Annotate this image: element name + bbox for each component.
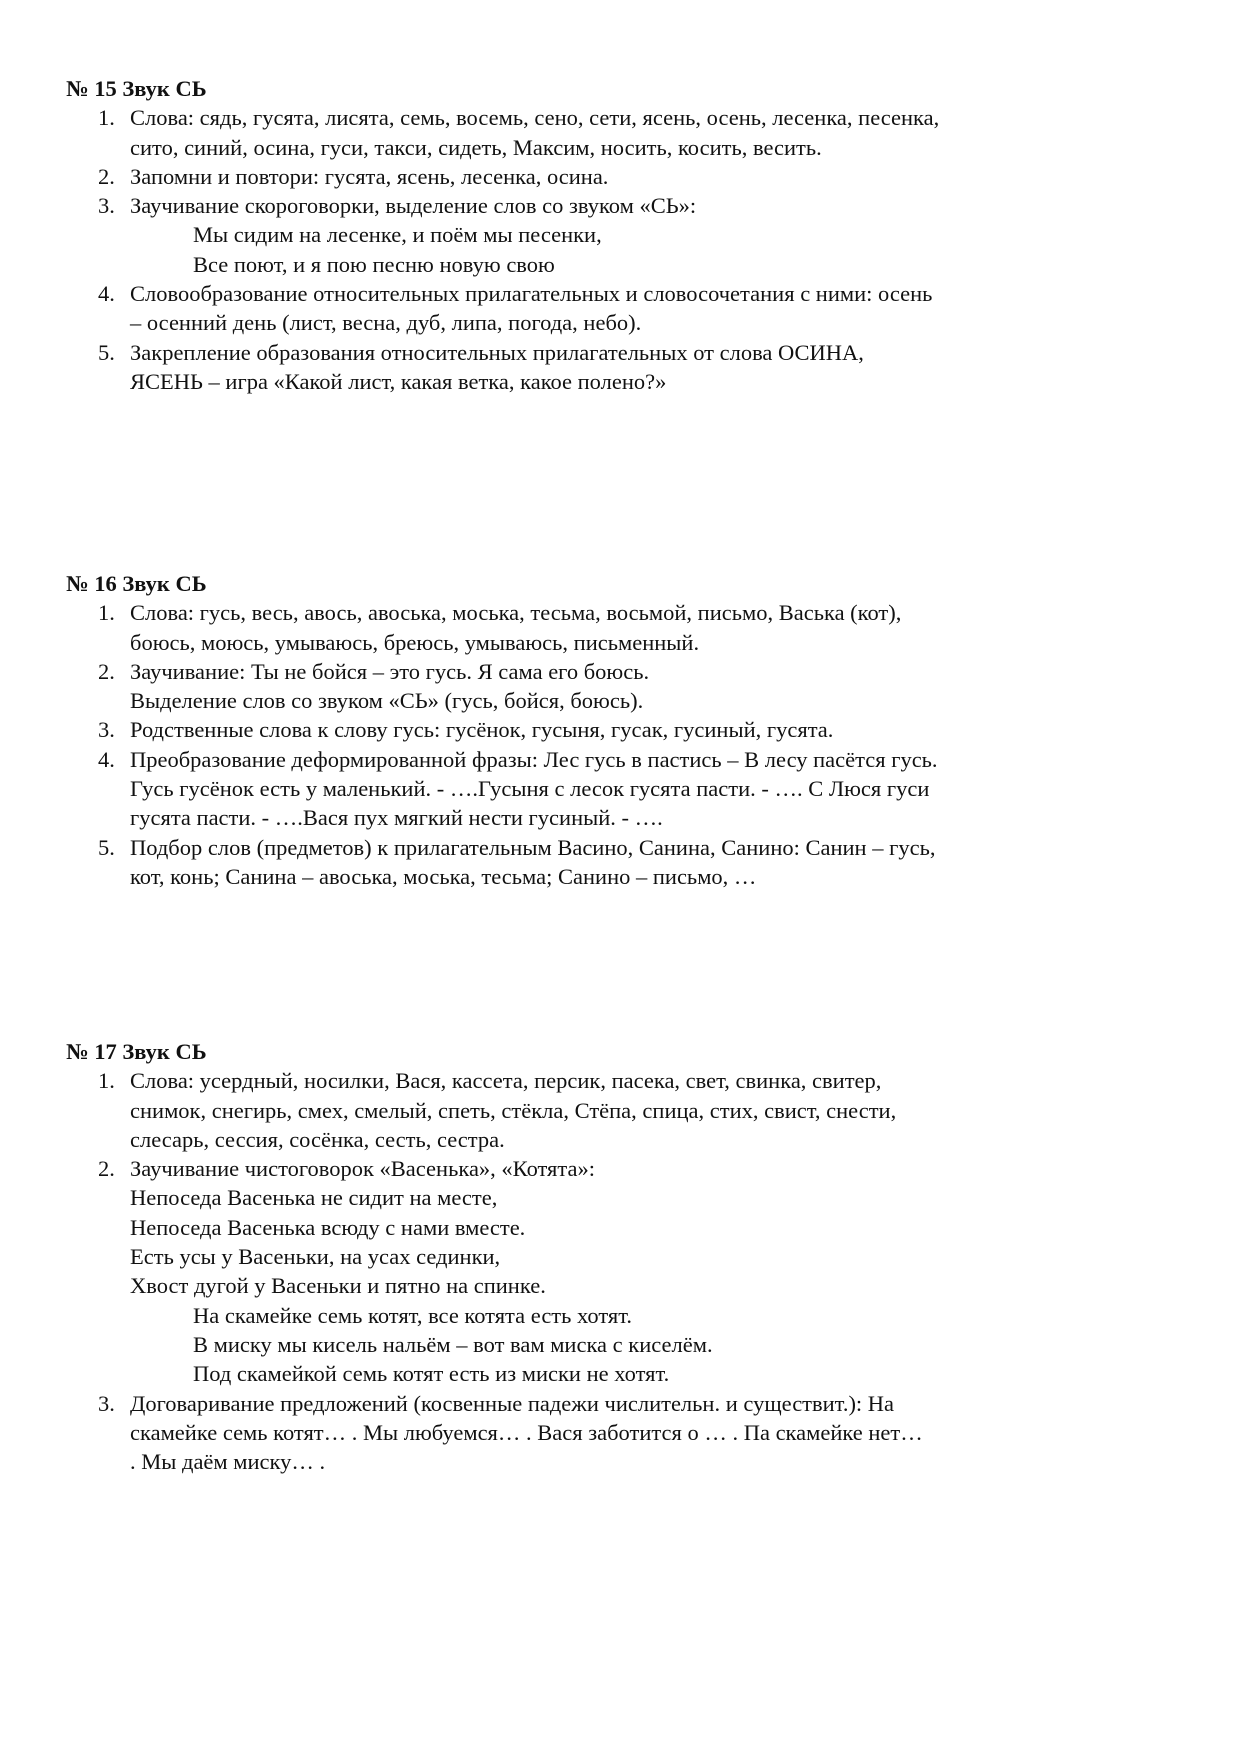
item-number: 1. bbox=[98, 1068, 115, 1094]
item-text-line: – осенний день (лист, весна, дуб, липа, погода, небо). bbox=[130, 310, 642, 336]
item-number: 2. bbox=[98, 163, 115, 189]
list-item bbox=[66, 833, 1186, 892]
item-number: 2. bbox=[98, 1156, 115, 1182]
list-item bbox=[66, 103, 1186, 162]
item-text-line: снимок, снегирь, смех, смелый, спеть, стёкла, Стёпа, спица, стих, свист, снести, bbox=[130, 1097, 897, 1123]
list-item bbox=[66, 715, 1186, 744]
verse-line: Мы сидим на лесенке, и поём мы песенки, bbox=[193, 222, 602, 248]
item-number: 5. bbox=[98, 339, 115, 365]
item-text-line: Слова: гусь, весь, авось, авоська, моська, тесьма, восьмой, письмо, Васька (кот), bbox=[130, 600, 902, 626]
list-item bbox=[66, 657, 1186, 716]
list-item bbox=[66, 1066, 1186, 1154]
item-text-line: Есть усы у Васеньки, на усах сединки, bbox=[130, 1244, 501, 1270]
item-text-line: Гусь гусёнок есть у маленький. - ….Гусыня с лесок гусята пасти. - …. С Люся гуси bbox=[130, 776, 930, 802]
item-text-line: Закрепление образования относительных прилагательных от слова ОСИНА, bbox=[130, 339, 864, 365]
item-text-line: Подбор слов (предметов) к прилагательным Васино, Санина, Санино: Санин – гусь, bbox=[130, 834, 936, 860]
list-item bbox=[66, 1389, 1186, 1477]
section-16 bbox=[66, 569, 1186, 891]
item-text-line: Запомни и повтори: гусята, ясень, лесенка, осина. bbox=[130, 163, 609, 189]
item-text-line: Договаривание предложений (косвенные падежи числительн. и существит.): На bbox=[130, 1390, 895, 1416]
item-text-line: Непоседа Васенька всюду с нами вместе. bbox=[130, 1214, 526, 1240]
list-item bbox=[66, 279, 1186, 338]
item-number: 1. bbox=[98, 105, 115, 131]
list-item bbox=[66, 598, 1186, 657]
verse-line: Все поют, и я пою песню новую свою bbox=[193, 251, 555, 277]
item-text-line: гусята пасти. - ….Вася пух мягкий нести гусиный. - …. bbox=[130, 805, 663, 831]
item-text-line: Выделение слов со звуком «СЬ» (гусь, бойся, боюсь). bbox=[130, 688, 644, 714]
list-item bbox=[66, 1154, 1186, 1388]
item-text-line: ЯСЕНЬ – игра «Какой лист, какая ветка, какое полено?» bbox=[130, 368, 667, 394]
item-text-line: Хвост дугой у Васеньки и пятно на спинке. bbox=[130, 1273, 546, 1299]
list-item bbox=[66, 191, 1186, 279]
item-text-line: Родственные слова к слову гусь: гусёнок, гусыня, гусак, гусиный, гусята. bbox=[130, 717, 834, 743]
item-text-line: Преобразование деформированной фразы: Лес гусь в пастись – В лесу пасётся гусь. bbox=[130, 746, 938, 772]
section-heading: № 16 Звук СЬ bbox=[66, 571, 207, 596]
section-15 bbox=[66, 74, 1186, 396]
item-text-line: сито, синий, осина, гуси, такси, сидеть, Максим, носить, косить, весить. bbox=[130, 134, 822, 160]
item-text-line: боюсь, моюсь, умываюсь, бреюсь, умываюсь, письменный. bbox=[130, 629, 700, 655]
item-text-line: Слова: сядь, гусята, лисята, семь, восемь, сено, сети, ясень, осень, лесенка, песенка, bbox=[130, 105, 940, 131]
list-item bbox=[66, 162, 1186, 191]
item-text-line: Заучивание чистоговорок «Васенька», «Котята»: bbox=[130, 1156, 595, 1182]
list-item bbox=[66, 338, 1186, 397]
item-text-line: Слова: усердный, носилки, Вася, кассета, персик, пасека, свет, свинка, свитер, bbox=[130, 1068, 882, 1094]
section-17 bbox=[66, 1037, 1186, 1476]
item-text-line: . Мы даём миску… . bbox=[130, 1449, 326, 1475]
item-text-line: Заучивание скороговорки, выделение слов со звуком «СЬ»: bbox=[130, 193, 697, 219]
verse-line: На скамейке семь котят, все котята есть хотят. bbox=[193, 1302, 633, 1328]
item-number: 4. bbox=[98, 281, 115, 307]
section-heading: № 15 Звук СЬ bbox=[66, 76, 207, 101]
item-number: 3. bbox=[98, 193, 115, 219]
verse-line: Под скамейкой семь котят есть из миски не хотят. bbox=[193, 1361, 670, 1387]
section-heading: № 17 Звук СЬ bbox=[66, 1039, 207, 1064]
item-text-line: Словообразование относительных прилагательных и словосочетания с ними: осень bbox=[130, 281, 933, 307]
item-text-line: кот, конь; Санина – авоська, моська, тесьма; Санино – письмо, … bbox=[130, 863, 757, 889]
item-number: 3. bbox=[98, 717, 115, 743]
verse-line: В миску мы кисель нальём – вот вам миска с киселём. bbox=[193, 1331, 713, 1357]
item-number: 3. bbox=[98, 1390, 115, 1416]
list-item bbox=[66, 745, 1186, 833]
item-text-line: Заучивание: Ты не бойся – это гусь. Я сама его боюсь. bbox=[130, 658, 650, 684]
item-text-line: скамейке семь котят… . Мы любуемся… . Вася заботится о … . Па скамейке нет… bbox=[130, 1419, 923, 1445]
item-number: 1. bbox=[98, 600, 115, 626]
item-number: 5. bbox=[98, 834, 115, 860]
item-text-line: Непоседа Васенька не сидит на месте, bbox=[130, 1185, 498, 1211]
item-text-line: слесарь, сессия, сосёнка, сесть, сестра. bbox=[130, 1126, 505, 1152]
item-number: 4. bbox=[98, 746, 115, 772]
item-number: 2. bbox=[98, 658, 115, 684]
